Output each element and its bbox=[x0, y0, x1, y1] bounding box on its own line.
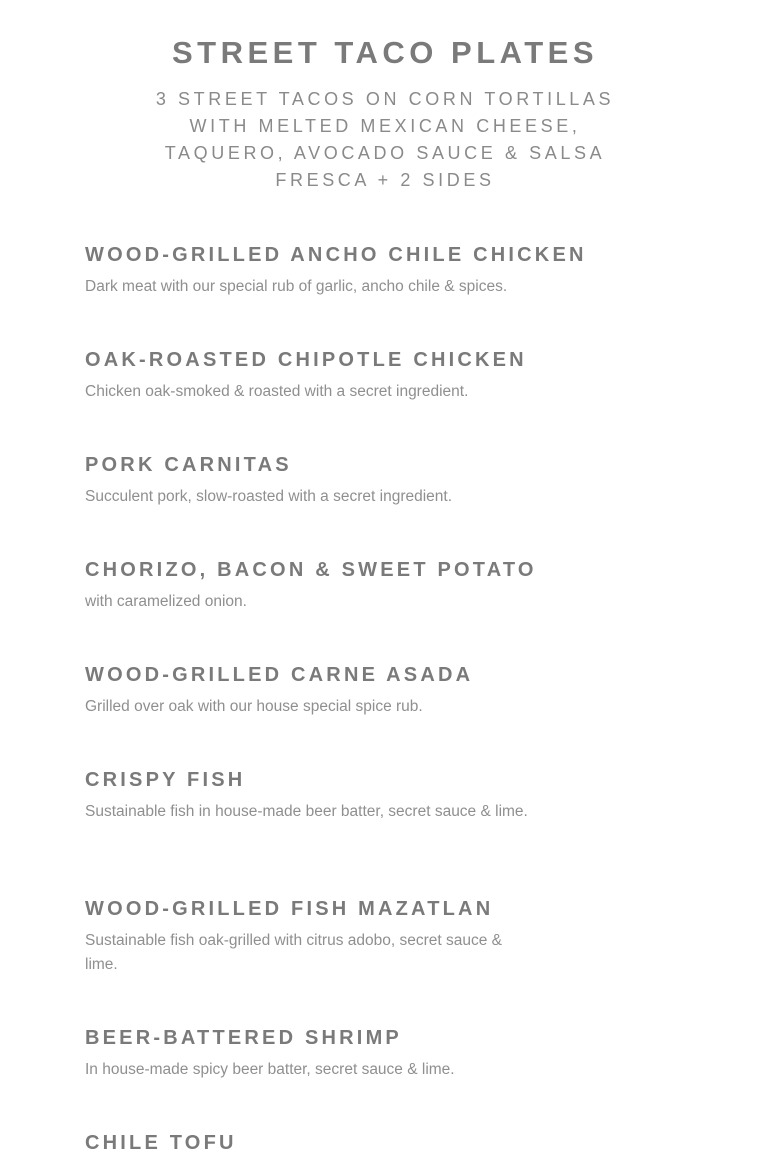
menu-item-name: OAK-ROASTED CHIPOTLE CHICKEN bbox=[85, 349, 527, 371]
menu-item-description: Sustainable fish oak-grilled with citrus adobo, secret sauce & lime. bbox=[85, 932, 502, 973]
menu-item bbox=[85, 1026, 535, 1082]
menu-item-name: WOOD-GRILLED ANCHO CHILE CHICKEN bbox=[85, 244, 587, 266]
section-subtitle: 3 STREET TACOS ON CORN TORTILLAS WITH MELTED MEXICAN CHEESE, TAQUERO, AVOCADO SAUCE & SALSA FRESCA + 2 SIDES bbox=[155, 89, 615, 190]
menu-item-description: Dark meat with our special rub of garlic, ancho chile & spices. bbox=[85, 278, 508, 295]
menu-item-description: Sustainable fish in house-made beer batter, secret sauce & lime. bbox=[85, 803, 528, 820]
menu-item-name: PORK CARNITAS bbox=[85, 454, 292, 476]
menu-item-description: In house-made spicy beer batter, secret sauce & lime. bbox=[85, 1061, 455, 1078]
menu-item-name: CRISPY FISH bbox=[85, 769, 246, 791]
menu-item-description: Succulent pork, slow-roasted with a secret ingredient. bbox=[85, 488, 453, 505]
menu-item bbox=[85, 897, 535, 977]
menu-item bbox=[85, 243, 587, 299]
menu-item-name: WOOD-GRILLED CARNE ASADA bbox=[85, 664, 474, 686]
menu-item bbox=[85, 768, 535, 824]
menu-item-description: Grilled over oak with our house special spice rub. bbox=[85, 698, 423, 715]
menu-item bbox=[85, 348, 535, 404]
menu-item-name: WOOD-GRILLED FISH MAZATLAN bbox=[85, 898, 494, 920]
menu-item-description: with caramelized onion. bbox=[85, 593, 247, 610]
menu-item-name: BEER-BATTERED SHRIMP bbox=[85, 1027, 402, 1049]
menu-item bbox=[85, 453, 535, 509]
menu-item bbox=[85, 663, 535, 719]
menu-item-description: Chicken oak-smoked & roasted with a secret ingredient. bbox=[85, 383, 469, 400]
menu-item-name: CHORIZO, BACON & SWEET POTATO bbox=[85, 559, 537, 581]
menu-item bbox=[85, 1131, 535, 1155]
section-title: STREET TACO PLATES bbox=[171, 35, 599, 70]
menu-item-name: CHILE TOFU bbox=[85, 1132, 237, 1154]
menu-item bbox=[85, 558, 535, 614]
